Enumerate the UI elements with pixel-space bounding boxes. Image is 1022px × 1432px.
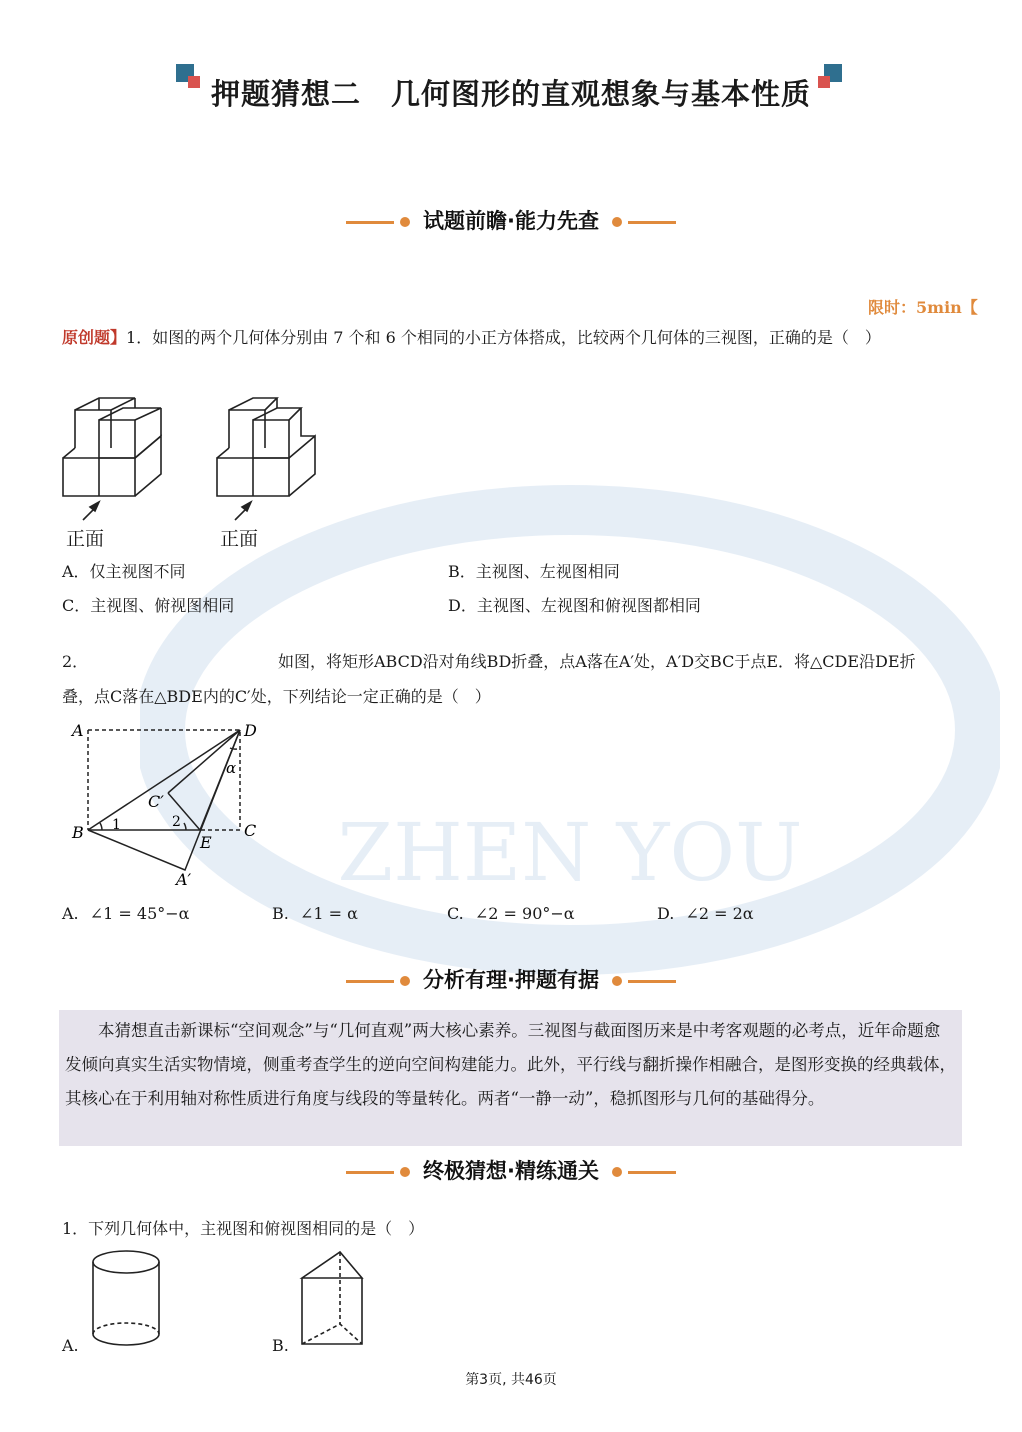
section-final-title: 终极猜想·精练通关 [423,1159,599,1183]
section-final [0,1155,1022,1185]
final-q1-option-b[interactable]: B. [272,1336,289,1355]
deco-line [346,221,394,224]
label-A: A [72,721,84,740]
deco-line [628,1171,676,1174]
q2-figure [60,715,280,890]
label-alpha: α [226,759,237,777]
section-preview [0,205,1022,235]
deco-dot [400,1167,410,1177]
section-analysis-title: 分析有理·押题有据 [423,968,599,992]
q1-figure-label-2: 正面 [220,528,259,550]
final-q1-option-a[interactable]: A. [62,1336,79,1355]
page-footer: 第3页, 共46页 [465,1372,557,1388]
time-limit: 限时：5min【 [868,298,978,317]
page-title: 押题猜想二 几何图形的直观想象与基本性质 [210,77,811,111]
q1-option-c[interactable]: C．主视图、俯视图相同 [62,596,235,615]
q2-option-d-label: D. [657,904,675,923]
label-A-prime: A′ [176,870,192,889]
q2-line2: 叠，点C落在△BDE内的C′处，下列结论一定正确的是（ ） [62,687,491,706]
q2-option-a-label: A. [62,904,79,923]
section-analysis [0,964,1022,994]
cylinder-figure [88,1248,168,1352]
section-preview-title: 试题前瞻·能力先查 [423,209,599,233]
q2-option-c[interactable] [447,904,575,923]
q2-option-d[interactable] [657,904,754,923]
q1-option-a[interactable]: A．仅主视图不同 [62,562,186,581]
label-angle2: 2 [172,814,181,830]
q1-option-b[interactable]: B．主视图、左视图相同 [448,562,620,581]
deco-line [346,1171,394,1174]
final-q1-text: 1．下列几何体中，主视图和俯视图相同的是（ ） [62,1219,425,1238]
deco-dot [400,217,410,227]
analysis-box [59,1010,962,1146]
q1-figure [55,390,335,550]
q1-tag: 原创题】 [62,328,127,347]
label-angle1: 1 [112,817,121,833]
q2-option-c-label: C. [447,904,464,923]
deco-dot [612,217,622,227]
deco-line [628,221,676,224]
q2-option-b-text: ∠1 = α [299,904,358,923]
q1-option-d[interactable]: D．主视图、左视图和俯视图都相同 [448,596,701,615]
label-C-prime: C′ [148,792,164,811]
q2-option-b-label: B. [272,904,289,923]
label-C: C [244,821,257,840]
q2-option-d-text: ∠2 = 2α [685,904,754,923]
deco-line [346,980,394,983]
q1-figure-label-1: 正面 [66,528,105,550]
label-D: D [244,721,257,740]
q2-option-a-text: ∠1 = 45°−α [89,904,190,923]
q2-line1: 如图，将矩形ABCD沿对角线BD折叠，点A落在A′处，A′D交BC于点E．将△CDE沿DE折 [278,652,916,671]
prism-figure [296,1248,372,1352]
analysis-text: 本猜想直击新课标“空间观念”与“几何直观”两大核心素养。三视图与截面图历来是中考客观题的必考点，近年命题愈发倾向真实生活实物情境，侧重考查学生的逆向空间构建能力。此外，平行线与翻折操作相融合，是图形变换的经典载体，其核心在于利用轴对称性质进行角度与线段的等量转化。两者“一静一动”，稳抓图形与几何的基础得分。 [65,1021,956,1108]
deco-dot [612,1167,622,1177]
label-E: E [200,833,212,852]
q2-option-c-text: ∠2 = 90°−α [474,904,575,923]
label-B: B [72,823,84,842]
deco-dot [400,976,410,986]
deco-dot [612,976,622,986]
watermark-text: ZHEN YOU [337,806,803,899]
q2-option-b[interactable] [272,904,358,923]
q2-number: 2． [62,652,89,671]
deco-line [628,980,676,983]
q2-option-a[interactable] [62,904,189,923]
q1-text: 1．如图的两个几何体分别由 7 个和 6 个相同的小正方体搭成，比较两个几何体的三视图，正确的是（ ） [126,328,881,347]
